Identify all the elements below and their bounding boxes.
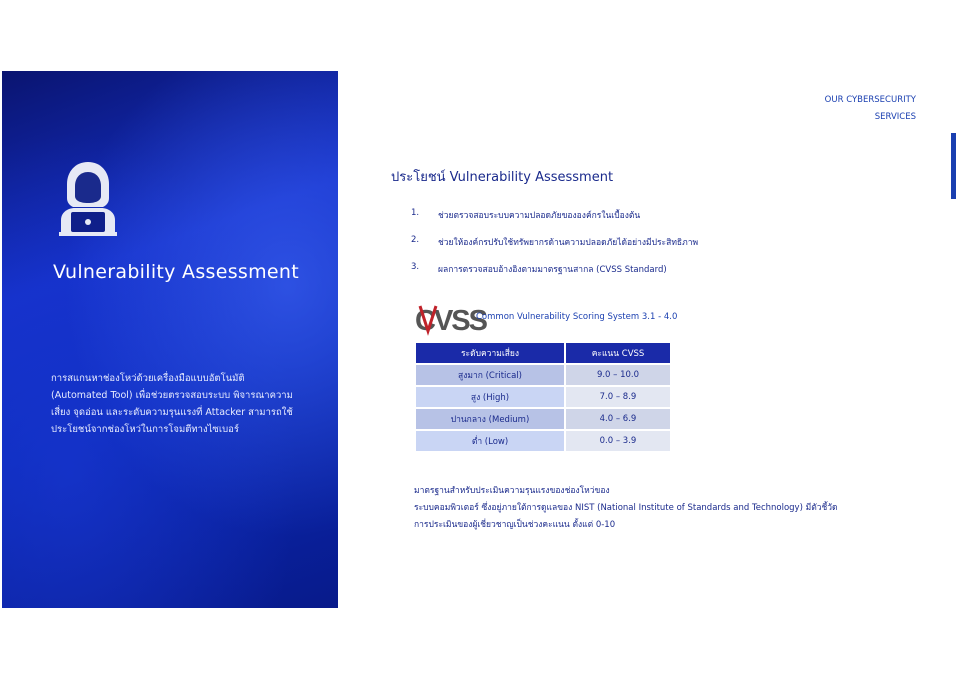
list-item bbox=[411, 208, 698, 235]
score-cell: 4.0 – 6.9 bbox=[566, 409, 670, 429]
table-row bbox=[416, 365, 670, 385]
column-header-cvss-score: คะแนน CVSS bbox=[566, 343, 670, 363]
footnote-line: มาตรฐานสำหรับประเมินความรุนแรงของช่องโหว่ของ bbox=[414, 486, 610, 496]
table-header-row bbox=[416, 343, 670, 363]
score-cell: 0.0 – 3.9 bbox=[566, 431, 670, 451]
risk-level-cell: ปานกลาง (Medium) bbox=[416, 409, 564, 429]
panel-title: Vulnerability Assessment bbox=[53, 261, 300, 283]
cvss-logo-text: CVSS bbox=[415, 305, 486, 337]
risk-level-cell: สูงมาก (Critical) bbox=[416, 365, 564, 385]
description-line: (Automated Tool) เพื่อช่วยตรวจสอบระบบ พิจารณาความ bbox=[51, 390, 293, 401]
footnote-line: การประเมินของผู้เชี่ยวชาญเป็นช่วงคะแนน ตั้งแต่ 0-10 bbox=[414, 520, 616, 530]
cvss-table bbox=[414, 341, 672, 453]
score-cell: 7.0 – 8.9 bbox=[566, 387, 670, 407]
header-line: SERVICES bbox=[874, 112, 916, 122]
footnote-line: ระบบคอมพิวเตอร์ ซึ่งอยู่ภายใต้การดูแลของ NIST (National Institute of Standards and Technology) มีตัวชี้วัด bbox=[414, 503, 838, 513]
risk-level-cell: ต่ำ (Low) bbox=[416, 431, 564, 451]
footnote bbox=[414, 483, 838, 534]
description-line: ประโยชน์จากช่องโหว่ในการโจมตีทางไซเบอร์ bbox=[51, 424, 239, 435]
accent-bar bbox=[951, 133, 956, 199]
table-row bbox=[416, 431, 670, 451]
cvss-caption: Common Vulnerability Scoring System 3.1 - 4.0 bbox=[476, 312, 678, 322]
table-row bbox=[416, 387, 670, 407]
list-number: 2. bbox=[411, 235, 420, 245]
risk-level-cell: สูง (High) bbox=[416, 387, 564, 407]
score-cell: 9.0 – 10.0 bbox=[566, 365, 670, 385]
header-tag bbox=[825, 92, 916, 126]
section-title: ประโยชน์ Vulnerability Assessment bbox=[391, 170, 614, 185]
list-text: ช่วยตรวจสอบระบบความปลอดภัยขององค์กรในเบื้องต้น bbox=[438, 211, 641, 221]
cvss-logo bbox=[414, 301, 486, 337]
hacker-laptop-icon bbox=[53, 158, 123, 236]
table-row bbox=[416, 409, 670, 429]
panel-description bbox=[51, 370, 293, 438]
list-text: ช่วยให้องค์กรปรับใช้ทรัพยากรด้านความปลอดภัยได้อย่างมีประสิทธิภาพ bbox=[438, 238, 699, 248]
header-line: OUR CYBERSECURITY bbox=[824, 95, 916, 105]
list-number: 3. bbox=[411, 262, 420, 272]
list-text: ผลการตรวจสอบอ้างอิงตามมาตรฐานสากล (CVSS Standard) bbox=[438, 265, 667, 275]
list-number: 1. bbox=[411, 208, 420, 218]
description-line: การสแกนหาช่องโหว่ด้วยเครื่องมือแบบอัตโนมัติ bbox=[51, 373, 245, 384]
column-header-risk-level: ระดับความเสี่ยง bbox=[416, 343, 564, 363]
list-item bbox=[411, 235, 698, 262]
list-item bbox=[411, 262, 698, 289]
left-panel bbox=[2, 71, 338, 608]
description-line: เสี่ยง จุดอ่อน และระดับความรุนแรงที่ Attacker สามารถใช้ bbox=[51, 407, 293, 418]
benefits-list bbox=[411, 208, 698, 289]
